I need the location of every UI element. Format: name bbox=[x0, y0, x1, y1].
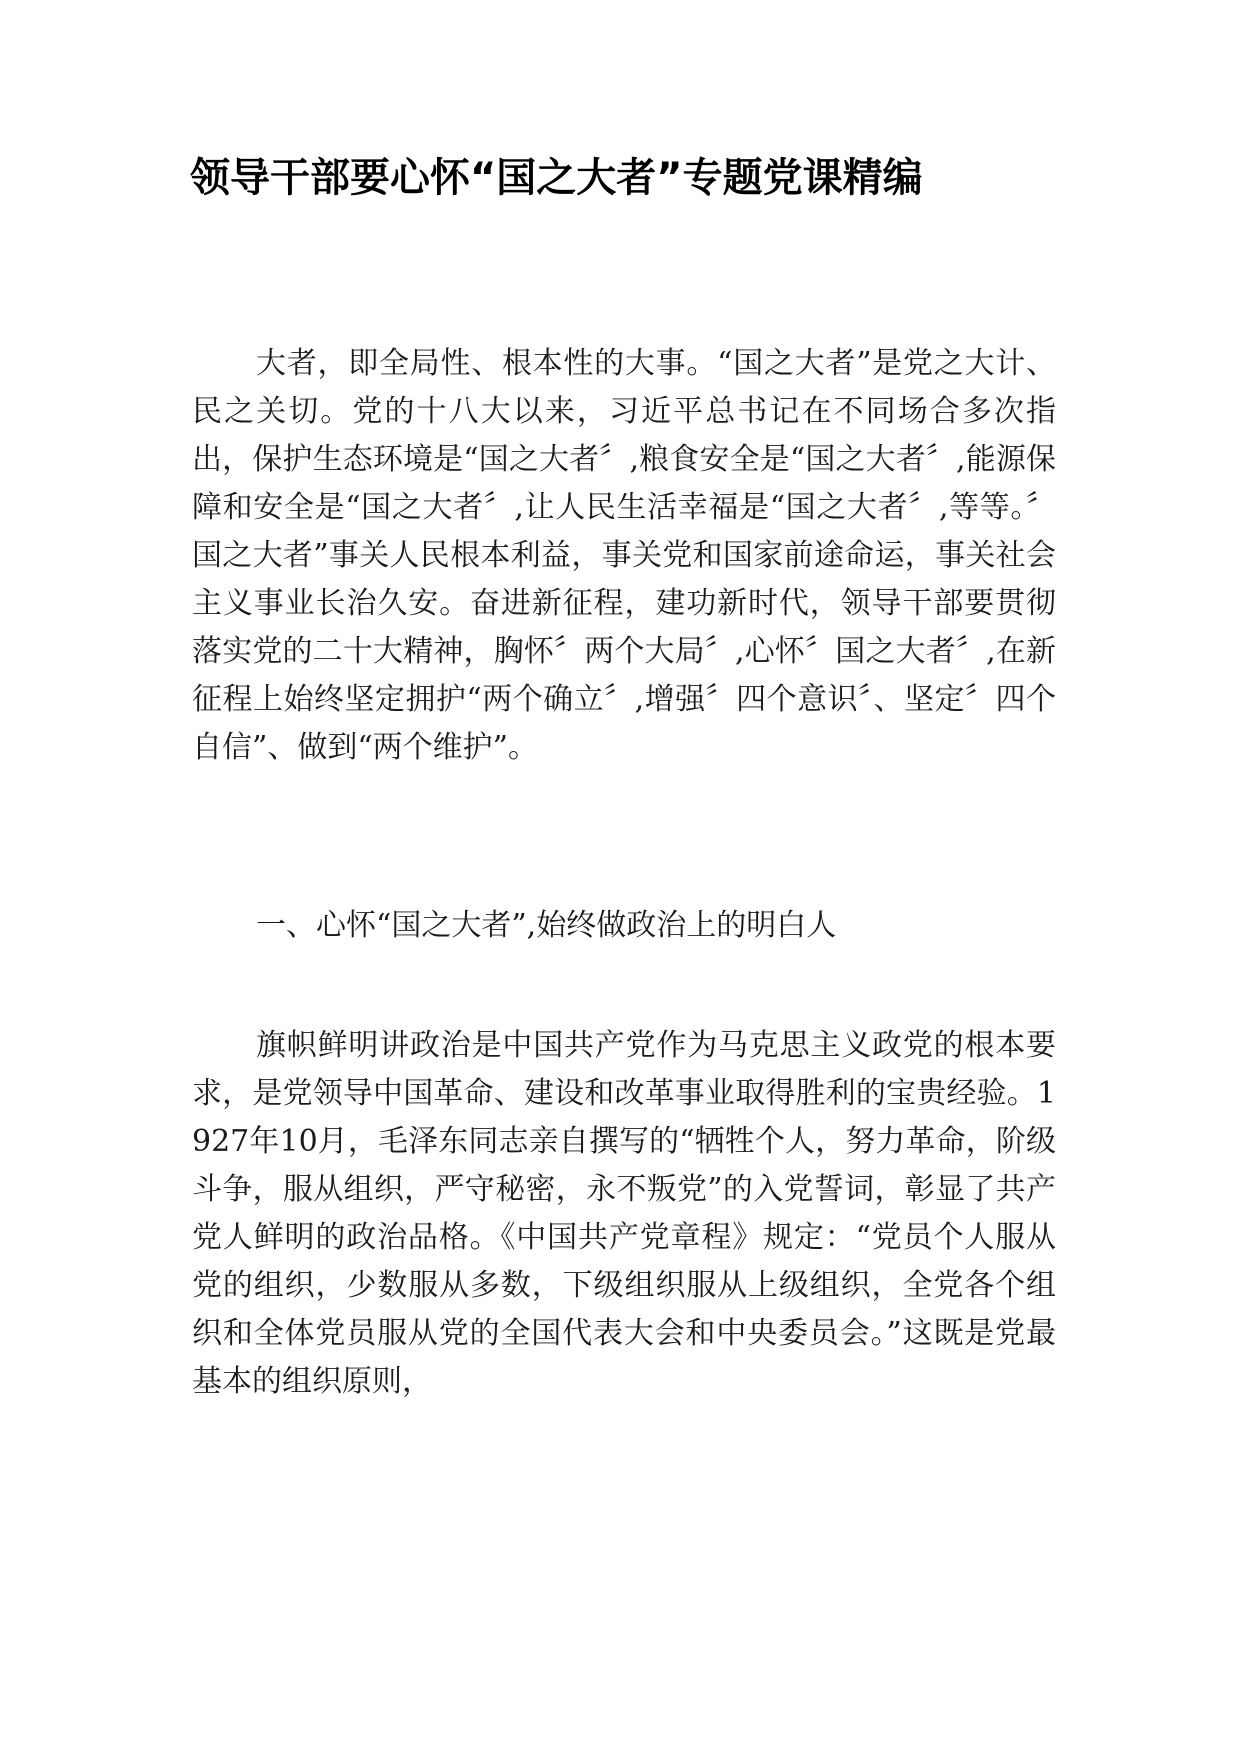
paragraph-section-1: 旗帜鲜明讲政治是中国共产党作为马克思主义政党的根本要求，是党领导中国革命、建设和改革事业取得胜利的宝贵经验。1927年10月，毛泽东同志亲自撰写的“牺牲个人，努力革命，阶级斗争，服从组织，严守秘密，永不叛党”的入党誓词，彰显了共产党人鲜明的政治品格。《中国共产党章程》规定：“党员个人服从党的组织，少数服从多数，下级组织服从上级组织，全党各个组织和全体党员服从党的全国代表大会和中央委员会。”这既是党最基本的组织原则， bbox=[192, 1028, 1056, 1399]
paragraph-intro: 大者，即全局性、根本性的大事。“国之大者”是党之大计、民之关切。党的十八大以来，习近平总书记在不同场合多次指出，保护生态环境是“国之大者〞,粮食安全是“国之大者〞,能源保障和安全是“国之大者〞,让人民生活幸福是“国之大者〞,等等。〞国之大者”事关人民根本利益，事关党和国家前途命运，事关社会主义事业长治久安。奋进新征程，建功新时代，领导干部要贯彻落实党的二十大精神，胸怀〞两个大局〞,心怀〞国之大者〞,在新征程上始终坚定拥护“两个确立〞,增强〞四个意识〞、坚定〞四个自信”、做到“两个维护”。 bbox=[192, 346, 1056, 765]
document-title: 领导干部要心怀“国之大者”专题党课精编 bbox=[190, 155, 923, 201]
section-heading: 一、心怀“国之大者”,始终做政治上的明白人 bbox=[256, 908, 837, 943]
